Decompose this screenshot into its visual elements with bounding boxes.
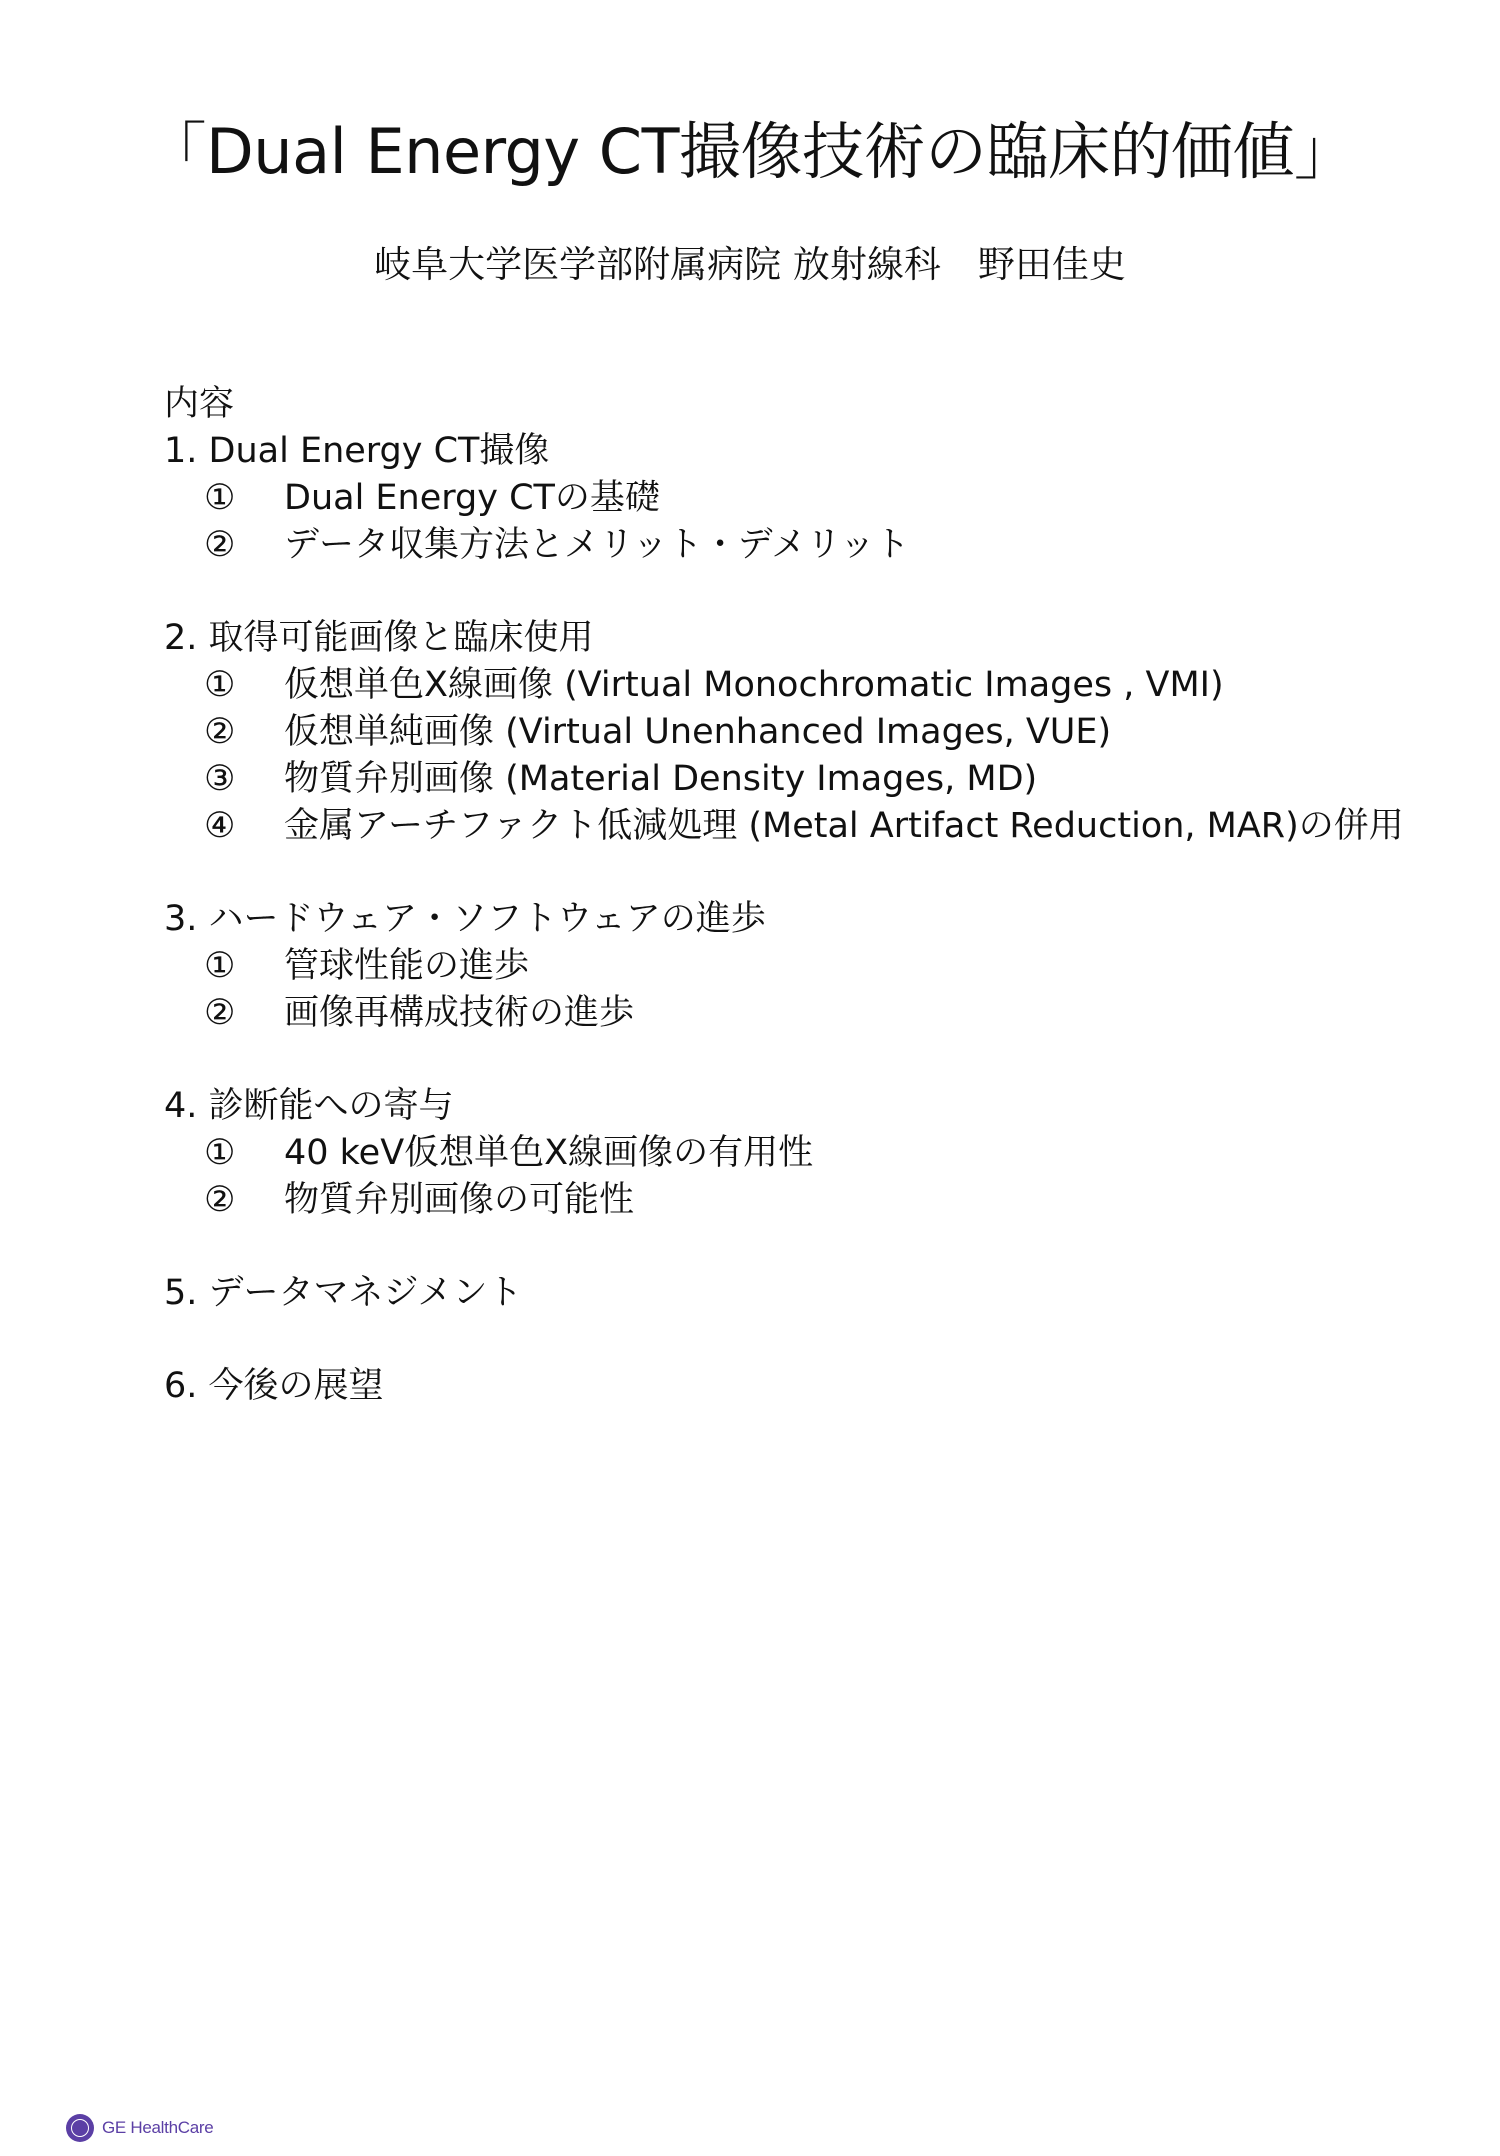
- logo-text: GE HealthCare: [102, 2118, 214, 2137]
- item-number: ①: [204, 946, 236, 986]
- list-item: [164, 990, 1484, 1037]
- toc-section-5: [164, 1270, 1484, 1317]
- item-text: 仮想単純画像 (Virtual Unenhanced Images, VUE): [284, 712, 1112, 752]
- list-item: [164, 803, 1484, 850]
- toc-heading: 内容: [164, 384, 235, 424]
- section-title: 2. 取得可能画像と臨床使用: [164, 618, 594, 658]
- item-text: 40 keV仮想単色X線画像の有用性: [284, 1133, 814, 1173]
- ge-healthcare-logo: [66, 2113, 213, 2143]
- item-number: ①: [204, 665, 236, 705]
- item-text: 仮想単色X線画像 (Virtual Monochromatic Images , VMI): [284, 665, 1224, 705]
- toc-section-2: [164, 615, 1484, 850]
- author-affiliation: 岐阜大学医学部附属病院 放射線科 野田佳史: [374, 243, 1126, 286]
- item-text: 物質弁別画像の可能性: [284, 1180, 635, 1220]
- item-text: 物質弁別画像 (Material Density Images, MD): [284, 759, 1038, 799]
- item-text: 画像再構成技術の進歩: [284, 993, 635, 1033]
- list-item: [164, 662, 1484, 709]
- list-item: [164, 756, 1484, 803]
- section-title: 6. 今後の展望: [164, 1366, 384, 1406]
- item-text: Dual Energy CTの基礎: [284, 478, 660, 518]
- item-number: ①: [204, 1133, 236, 1173]
- table-of-contents: [164, 380, 1484, 1456]
- section-title: 1. Dual Energy CT撮像: [164, 431, 550, 471]
- list-item: [164, 522, 1484, 569]
- section-title: 3. ハードウェア・ソフトウェアの進歩: [164, 899, 766, 939]
- toc-section-4: [164, 1083, 1484, 1224]
- toc-section-1: [164, 428, 1484, 569]
- list-item: [164, 1130, 1484, 1177]
- item-text: 管球性能の進歩: [284, 946, 530, 986]
- item-number: ②: [204, 712, 236, 752]
- item-number: ②: [204, 1180, 236, 1220]
- item-number: ②: [204, 525, 236, 565]
- list-item: [164, 1177, 1484, 1224]
- section-title: 4. 診断能への寄与: [164, 1086, 454, 1126]
- item-number: ①: [204, 478, 236, 518]
- item-text: データ収集方法とメリット・デメリット: [284, 525, 910, 565]
- item-number: ④: [204, 806, 236, 846]
- ge-monogram-icon: [66, 2114, 94, 2142]
- list-item: [164, 475, 1484, 522]
- section-title: 5. データマネジメント: [164, 1273, 523, 1313]
- toc-section-3: [164, 896, 1484, 1037]
- list-item: [164, 709, 1484, 756]
- list-item: [164, 943, 1484, 990]
- item-text: 金属アーチファクト低減処理 (Metal Artifact Reduction, MAR)の併用: [284, 806, 1404, 846]
- toc-section-6: [164, 1363, 1484, 1410]
- document-title: 「Dual Energy CT撮像技術の臨床的価値」: [144, 115, 1356, 188]
- item-number: ②: [204, 993, 236, 1033]
- item-number: ③: [204, 759, 236, 799]
